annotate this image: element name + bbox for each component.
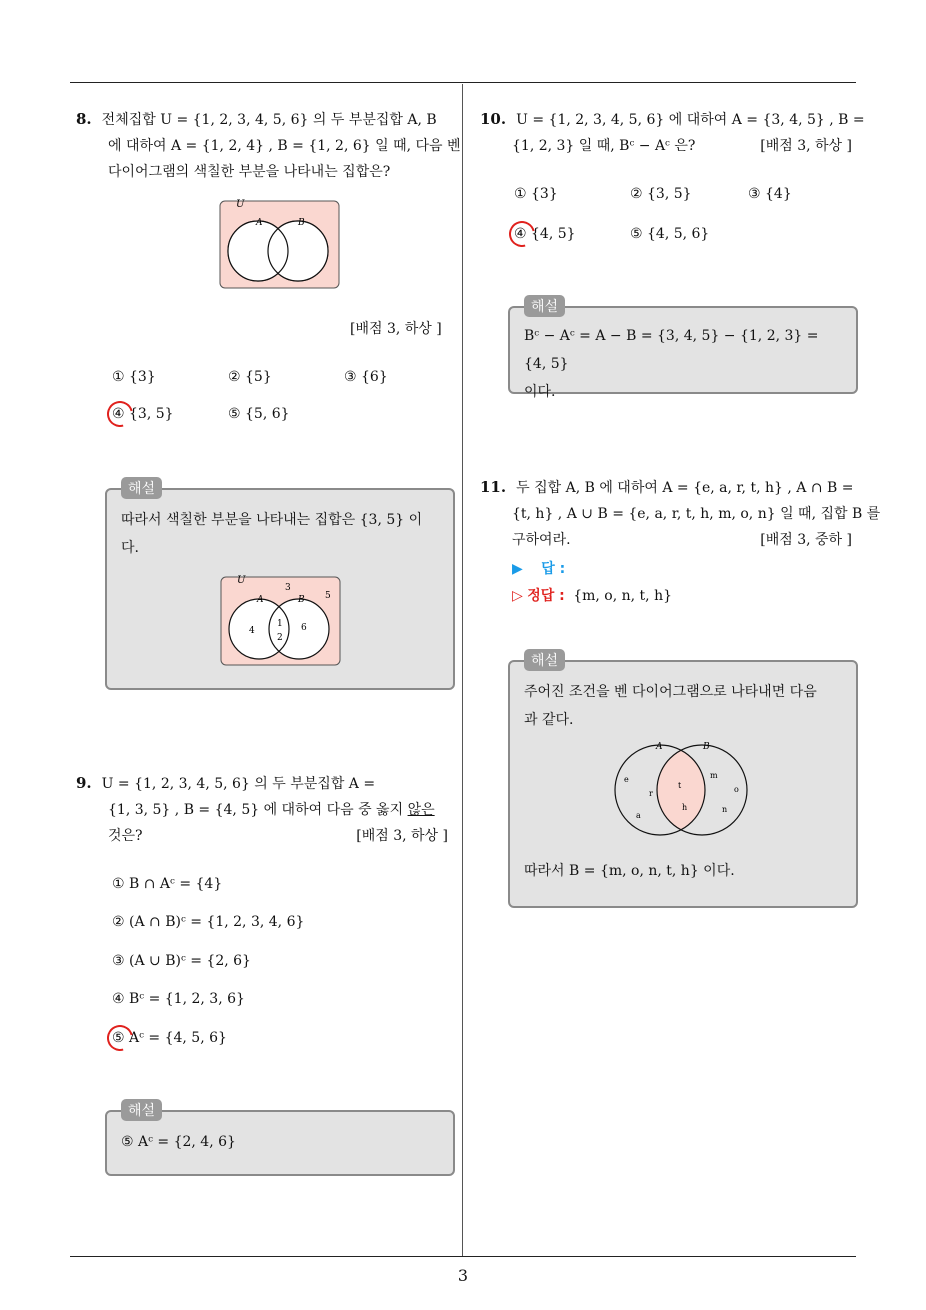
solution-box <box>105 1103 455 1176</box>
solution-tag: 해설 <box>121 477 162 499</box>
question-10 <box>480 106 865 159</box>
venn-diagram <box>610 738 760 842</box>
question-8 <box>76 106 461 185</box>
option-1[interactable]: ① B ∩ Aᶜ = {4} <box>112 876 223 892</box>
solution-tag: 해설 <box>524 649 565 671</box>
venn-diagram <box>219 574 343 668</box>
solution-box <box>105 481 455 690</box>
svg-text:o: o <box>734 785 739 794</box>
question-text: {1, 3, 5} , B = {4, 5} 에 대하여 다음 중 옳지 <box>108 802 404 818</box>
svg-text:h: h <box>682 803 688 812</box>
solution-text: 이다. <box>524 384 556 400</box>
venn-diagram <box>218 198 342 290</box>
answer-label: 답 : <box>541 561 566 577</box>
svg-text:e: e <box>624 775 629 784</box>
question-number: 10. <box>480 110 507 128</box>
correct-label: 정답 : <box>527 588 565 604</box>
option-3[interactable]: ③ {6} <box>344 369 388 385</box>
svg-text:3: 3 <box>285 583 291 593</box>
solution-tag: 해설 <box>121 1099 162 1121</box>
option-5[interactable]: ⑤ {5, 6} <box>228 406 290 422</box>
correct-value: {m, o, n, t, h} <box>573 588 672 604</box>
svg-text:6: 6 <box>301 623 307 633</box>
svg-text:A: A <box>656 742 663 752</box>
answer-mark-icon <box>102 1020 138 1056</box>
option-3[interactable]: ③ (A ∪ B)ᶜ = {2, 6} <box>112 953 251 969</box>
score: [배점 3, 하상 ] <box>356 828 448 844</box>
answer-mark-icon <box>504 216 540 252</box>
option-4[interactable]: ④ Bᶜ = {1, 2, 3, 6} <box>112 991 245 1007</box>
underlined-word: 않은 <box>407 802 435 818</box>
option-4[interactable]: ④ {3, 5} <box>112 406 174 422</box>
question-9 <box>76 770 456 849</box>
option-3[interactable]: ③ {4} <box>748 186 792 202</box>
question-text: U = {1, 2, 3, 4, 5, 6} 의 두 부분집합 A = <box>101 776 376 792</box>
top-rule <box>70 82 856 83</box>
svg-text:4: 4 <box>249 626 255 636</box>
question-text: 두 집합 A, B 에 대하여 A = {e, a, r, t, h} , A ∩ B = <box>516 480 854 496</box>
svg-text:1: 1 <box>277 619 283 629</box>
solution-text: 따라서 B = {m, o, n, t, h} 이다. <box>524 863 735 879</box>
universal-label: U <box>236 199 245 210</box>
solution-text: 과 같다. <box>524 712 574 728</box>
question-text: 구하여라. <box>512 532 571 548</box>
score: [배점 3, 하상 ] <box>760 138 852 154</box>
option-4[interactable]: ④ {4, 5} <box>514 226 576 242</box>
solution-text: Bᶜ − Aᶜ = A − B = {3, 4, 5} − {1, 2, 3} = {4, 5} <box>524 328 819 372</box>
svg-text:t: t <box>678 781 682 790</box>
svg-text:B: B <box>703 742 710 752</box>
option-5[interactable]: ⑤ Aᶜ = {4, 5, 6} <box>112 1030 227 1046</box>
option-2[interactable]: ② (A ∩ B)ᶜ = {1, 2, 3, 4, 6} <box>112 914 305 930</box>
svg-text:B: B <box>298 595 305 605</box>
svg-text:A: A <box>257 595 264 605</box>
correct-answer-line <box>512 585 672 605</box>
column-divider <box>462 84 463 1256</box>
question-text: {t, h} , A ∪ B = {e, a, r, t, h, m, o, n} 일 때, 집합 B 를 <box>512 506 881 522</box>
score: [배점 3, 중하 ] <box>760 532 852 548</box>
solution-text: 따라서 색칠한 부분을 나타내는 집합은 {3, 5} 이 <box>121 512 423 528</box>
set-b-label: B <box>298 218 305 228</box>
solution-tag: 해설 <box>524 295 565 317</box>
solution-text: 주어진 조건을 벤 다이어그램으로 나타내면 다음 <box>524 684 817 700</box>
question-text: 에 대하여 A = {1, 2, 4} , B = {1, 2, 6} 일 때, 다음 벤 <box>108 138 461 154</box>
svg-text:n: n <box>722 805 728 814</box>
option-5[interactable]: ⑤ {4, 5, 6} <box>630 226 710 242</box>
question-number: 11. <box>480 478 507 496</box>
question-number: 8. <box>76 110 92 128</box>
solution-text: ⑤ Aᶜ = {2, 4, 6} <box>121 1134 236 1150</box>
svg-text:r: r <box>649 789 653 798</box>
answer-mark-icon <box>102 396 138 432</box>
option-2[interactable]: ② {5} <box>228 369 272 385</box>
question-11 <box>480 474 881 553</box>
svg-text:5: 5 <box>325 591 331 601</box>
question-text: 다이어그램의 색칠한 부분을 나타내는 집합은? <box>108 164 391 180</box>
option-1[interactable]: ① {3} <box>112 369 156 385</box>
svg-text:m: m <box>710 771 718 780</box>
question-text: 것은? <box>108 828 143 844</box>
answer-line <box>512 558 565 578</box>
set-a-label: A <box>256 218 263 228</box>
play-arrow-icon: ▶ <box>512 561 523 577</box>
solution-box <box>508 299 858 400</box>
option-2[interactable]: ② {3, 5} <box>630 186 692 202</box>
score: [배점 3, 하상 ] <box>350 321 442 337</box>
option-1[interactable]: ① {3} <box>514 186 558 202</box>
question-number: 9. <box>76 774 92 792</box>
svg-text:2: 2 <box>277 633 283 643</box>
outline-arrow-icon: ▷ <box>512 588 523 604</box>
bottom-rule <box>70 1256 856 1257</box>
svg-text:U: U <box>237 575 246 586</box>
question-text: 전체집합 U = {1, 2, 3, 4, 5, 6} 의 두 부분집합 A, B <box>101 112 437 128</box>
solution-box <box>508 653 858 908</box>
solution-text: 다. <box>121 540 139 556</box>
svg-text:a: a <box>636 811 641 820</box>
question-text: U = {1, 2, 3, 4, 5, 6} 에 대하여 A = {3, 4, 5} , B = <box>516 112 865 128</box>
page-number: 3 <box>457 1266 469 1285</box>
question-text: {1, 2, 3} 일 때, Bᶜ − Aᶜ 은? <box>512 138 696 154</box>
